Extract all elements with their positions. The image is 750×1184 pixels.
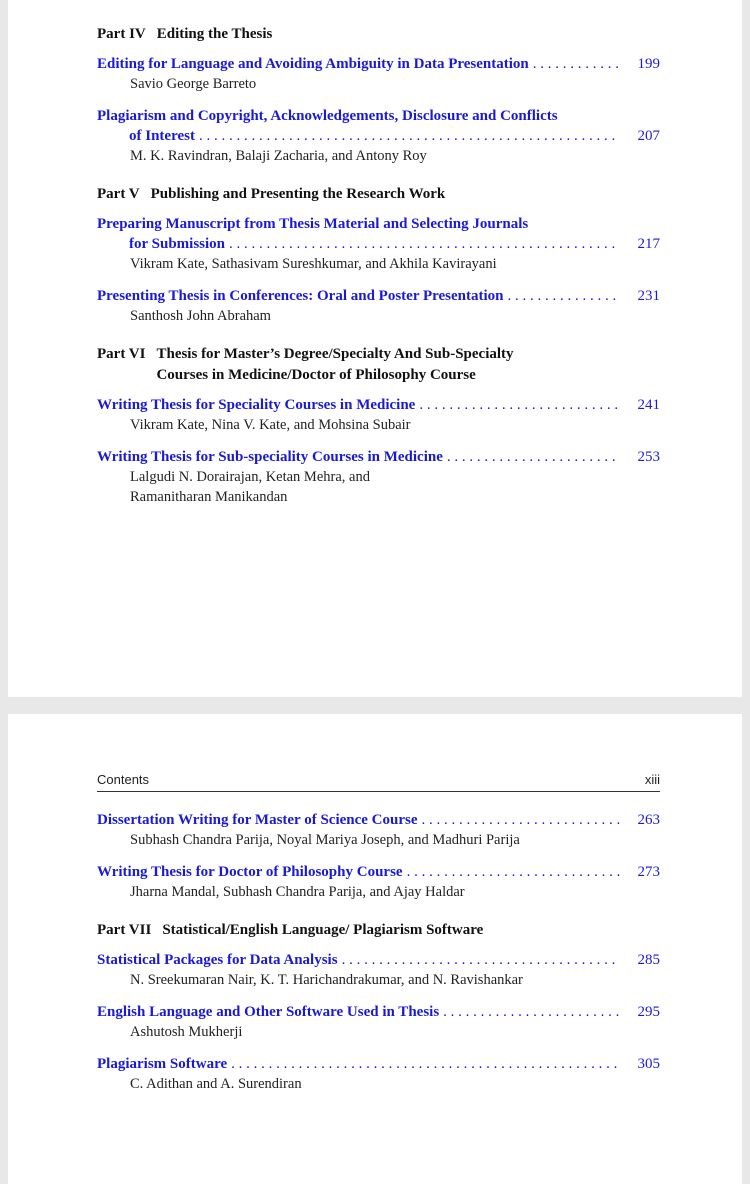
part-title bbox=[162, 920, 660, 941]
chapter-title-line bbox=[97, 286, 660, 306]
part-title-line: Publishing and Presenting the Research Work bbox=[150, 186, 446, 202]
chapter-title-text[interactable]: Writing Thesis for Sub-speciality Courses in Medicine bbox=[97, 449, 443, 465]
chapter-title[interactable] bbox=[97, 286, 660, 306]
chapter-authors: Savio George Barreto bbox=[130, 76, 257, 92]
chapter-title-text[interactable]: English Language and Other Software Used in Thesis bbox=[97, 1004, 440, 1020]
toc-entry bbox=[97, 1002, 660, 1042]
page-number[interactable]: 305 bbox=[637, 1056, 660, 1072]
chapter-title[interactable] bbox=[97, 395, 660, 415]
page-number[interactable]: 273 bbox=[637, 864, 660, 880]
page-number[interactable]: 241 bbox=[637, 397, 660, 413]
chapter-title-line bbox=[97, 810, 660, 830]
leader-dots bbox=[231, 1054, 620, 1074]
chapter-title-text[interactable]: Preparing Manuscript from Thesis Material and Selecting Journals bbox=[97, 216, 529, 232]
part-title bbox=[157, 24, 660, 45]
chapter-title[interactable] bbox=[97, 447, 660, 467]
chapter-title[interactable] bbox=[97, 214, 660, 254]
part-title-line: Courses in Medicine/Doctor of Philosophy Course bbox=[156, 367, 476, 383]
chapter-title-line bbox=[97, 54, 660, 74]
chapter-title-text[interactable]: Plagiarism Software bbox=[97, 1056, 228, 1072]
leader-dots bbox=[508, 286, 620, 306]
chapter-title-line bbox=[97, 1002, 660, 1022]
chapter-title[interactable] bbox=[97, 950, 660, 970]
part-heading bbox=[97, 920, 660, 941]
chapter-title-line bbox=[97, 1054, 660, 1074]
toc-entry bbox=[97, 286, 660, 326]
toc-entries bbox=[97, 810, 660, 1094]
chapter-title[interactable] bbox=[97, 862, 660, 882]
chapter-authors: M. K. Ravindran, Balaji Zacharia, and Antony Roy bbox=[130, 148, 427, 164]
chapter-title-text[interactable]: Editing for Language and Avoiding Ambiguity in Data Presentation bbox=[97, 56, 529, 72]
chapter-title[interactable] bbox=[97, 1002, 660, 1022]
chapter-title[interactable] bbox=[97, 106, 660, 146]
chapter-title-text[interactable]: Plagiarism and Copyright, Acknowledgements, Disclosure and Conflicts bbox=[97, 108, 558, 124]
chapter-title-text[interactable]: Statistical Packages for Data Analysis bbox=[97, 952, 338, 968]
leader-dots bbox=[342, 950, 620, 970]
chapter-title-text[interactable]: for Submission bbox=[129, 236, 226, 252]
page-number[interactable]: 199 bbox=[637, 56, 660, 72]
page-number[interactable]: 295 bbox=[637, 1004, 660, 1020]
chapter-title-text[interactable]: Writing Thesis for Doctor of Philosophy Course bbox=[97, 864, 403, 880]
leader-dots bbox=[443, 1002, 620, 1022]
chapter-authors: Jharna Mandal, Subhash Chandra Parija, and Ajay Haldar bbox=[130, 884, 465, 900]
leader-dots bbox=[422, 810, 620, 830]
chapter-authors: Lalgudi N. Dorairajan, Ketan Mehra, and bbox=[130, 469, 370, 485]
chapter-authors: Santhosh John Abraham bbox=[130, 308, 271, 324]
part-title-line: Editing the Thesis bbox=[156, 26, 273, 42]
page-number[interactable]: 231 bbox=[637, 288, 660, 304]
part-title bbox=[151, 184, 660, 205]
leader-dots bbox=[407, 862, 620, 882]
part-number: Part IV bbox=[97, 26, 146, 42]
page-number[interactable]: 207 bbox=[637, 128, 660, 144]
part-heading bbox=[97, 184, 660, 205]
toc-entry bbox=[97, 106, 660, 166]
chapter-authors: Ashutosh Mukherji bbox=[130, 1024, 243, 1040]
chapter-authors: Vikram Kate, Nina V. Kate, and Mohsina Subair bbox=[130, 417, 411, 433]
page-number[interactable]: 285 bbox=[637, 952, 660, 968]
chapter-title-line bbox=[97, 234, 660, 254]
toc-entry bbox=[97, 862, 660, 902]
chapter-title-line bbox=[97, 214, 660, 234]
leader-dots bbox=[419, 395, 620, 415]
part-title-line: Statistical/English Language/ Plagiarism Software bbox=[162, 922, 484, 938]
part-number: Part VII bbox=[97, 922, 152, 938]
header-page-number: xiii bbox=[644, 772, 660, 787]
part-number: Part V bbox=[97, 186, 140, 202]
leader-dots bbox=[447, 447, 620, 467]
page-number[interactable]: 217 bbox=[637, 236, 660, 252]
header-title: Contents bbox=[97, 772, 150, 787]
chapter-title-line bbox=[97, 950, 660, 970]
chapter-title[interactable] bbox=[97, 810, 660, 830]
chapter-title[interactable] bbox=[97, 1054, 660, 1074]
chapter-title-line bbox=[97, 126, 660, 146]
chapter-title-line bbox=[97, 447, 660, 467]
chapter-title[interactable] bbox=[97, 54, 660, 74]
page-number[interactable]: 263 bbox=[637, 812, 660, 828]
toc-entry bbox=[97, 395, 660, 435]
page-number[interactable]: 253 bbox=[637, 449, 660, 465]
chapter-title-line bbox=[97, 862, 660, 882]
leader-dots bbox=[199, 126, 620, 146]
chapter-authors: Subhash Chandra Parija, Noyal Mariya Joseph, and Madhuri Parija bbox=[130, 832, 520, 848]
toc-entry bbox=[97, 1054, 660, 1094]
toc-entry bbox=[97, 54, 660, 94]
chapter-title-text[interactable]: Presenting Thesis in Conferences: Oral and Poster Presentation bbox=[97, 288, 504, 304]
page-1 bbox=[8, 0, 742, 697]
part-number: Part VI bbox=[97, 346, 146, 362]
toc-entry bbox=[97, 810, 660, 850]
running-header bbox=[97, 772, 660, 792]
chapter-authors: C. Adithan and A. Surendiran bbox=[130, 1076, 302, 1092]
part-heading bbox=[97, 344, 660, 386]
chapter-title-text[interactable]: of Interest bbox=[129, 128, 195, 144]
part-title-line: Thesis for Master’s Degree/Specialty And Sub-Specialty bbox=[156, 346, 514, 362]
chapter-authors: Ramanitharan Manikandan bbox=[130, 489, 288, 505]
part-title bbox=[156, 344, 660, 386]
chapter-title-text[interactable]: Dissertation Writing for Master of Science Course bbox=[97, 812, 418, 828]
chapter-title-text[interactable]: Writing Thesis for Speciality Courses in Medicine bbox=[97, 397, 416, 413]
chapter-title-line bbox=[97, 106, 660, 126]
chapter-authors: N. Sreekumaran Nair, K. T. Harichandrakumar, and N. Ravishankar bbox=[130, 972, 523, 988]
toc-list bbox=[97, 772, 660, 1106]
toc-entry bbox=[97, 447, 660, 507]
leader-dots bbox=[533, 54, 620, 74]
toc-list bbox=[97, 24, 660, 519]
page-2 bbox=[8, 714, 742, 1184]
toc-entry bbox=[97, 950, 660, 990]
leader-dots bbox=[229, 234, 620, 254]
part-heading bbox=[97, 24, 660, 45]
toc-entry bbox=[97, 214, 660, 274]
chapter-title-line bbox=[97, 395, 660, 415]
chapter-authors: Vikram Kate, Sathasivam Sureshkumar, and Akhila Kavirayani bbox=[130, 256, 497, 272]
